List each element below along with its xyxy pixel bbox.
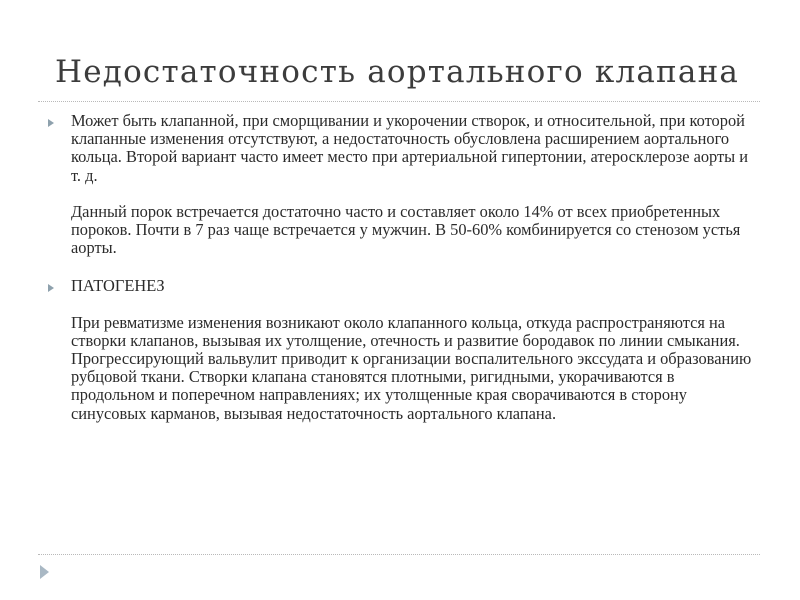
bullet-paragraph: Данный порок встречается достаточно часто и составляет около 14% от всех приобретенных пороков. Почти в 7 раз чаще встречается у мужчин. В 50-60% комбинируется со стенозом устья аорты. [71,201,741,258]
bullet-paragraph: Может быть клапанной, при сморщивании и укорочении створок, и относительной, при которой клапанные изменения отсутствуют, а недостаточность обусловлена расширением аортального кольца. Второй вариант часто имеет место при артериальной гипертонии, атеросклерозе аорты и т. д. [71,111,749,185]
bullet-item-pathogenesis [38,277,758,422]
slide-title: Недостаточность аортального клапана [55,54,740,90]
bullet-triangle-icon [48,284,54,292]
section-heading: ПАТОГЕНЕЗ [71,276,165,296]
footer-divider [38,554,760,555]
slide-content [38,112,758,443]
next-slide-arrow-icon[interactable] [40,565,49,579]
bullet-triangle-icon [48,119,54,127]
bullet-item-definition [38,112,758,257]
title-divider [38,101,760,102]
bullet-paragraph: При ревматизме изменения возникают около клапанного кольца, откуда распространяются на створки клапанов, вызывая их утолщение, отечность и развитие бородавок по линии смыкания. Прогрессирующий вальвулит приводит к организации воспалительного экссудата и образованию рубцовой ткани. Створки клапана становятся плотными, ригидными, укорачиваются в продольном и поперечном направлениях; их утолщенные края сворачиваются в сторону синусовых карманов, вызывая недостаточность аортального клапана. [71,312,752,423]
